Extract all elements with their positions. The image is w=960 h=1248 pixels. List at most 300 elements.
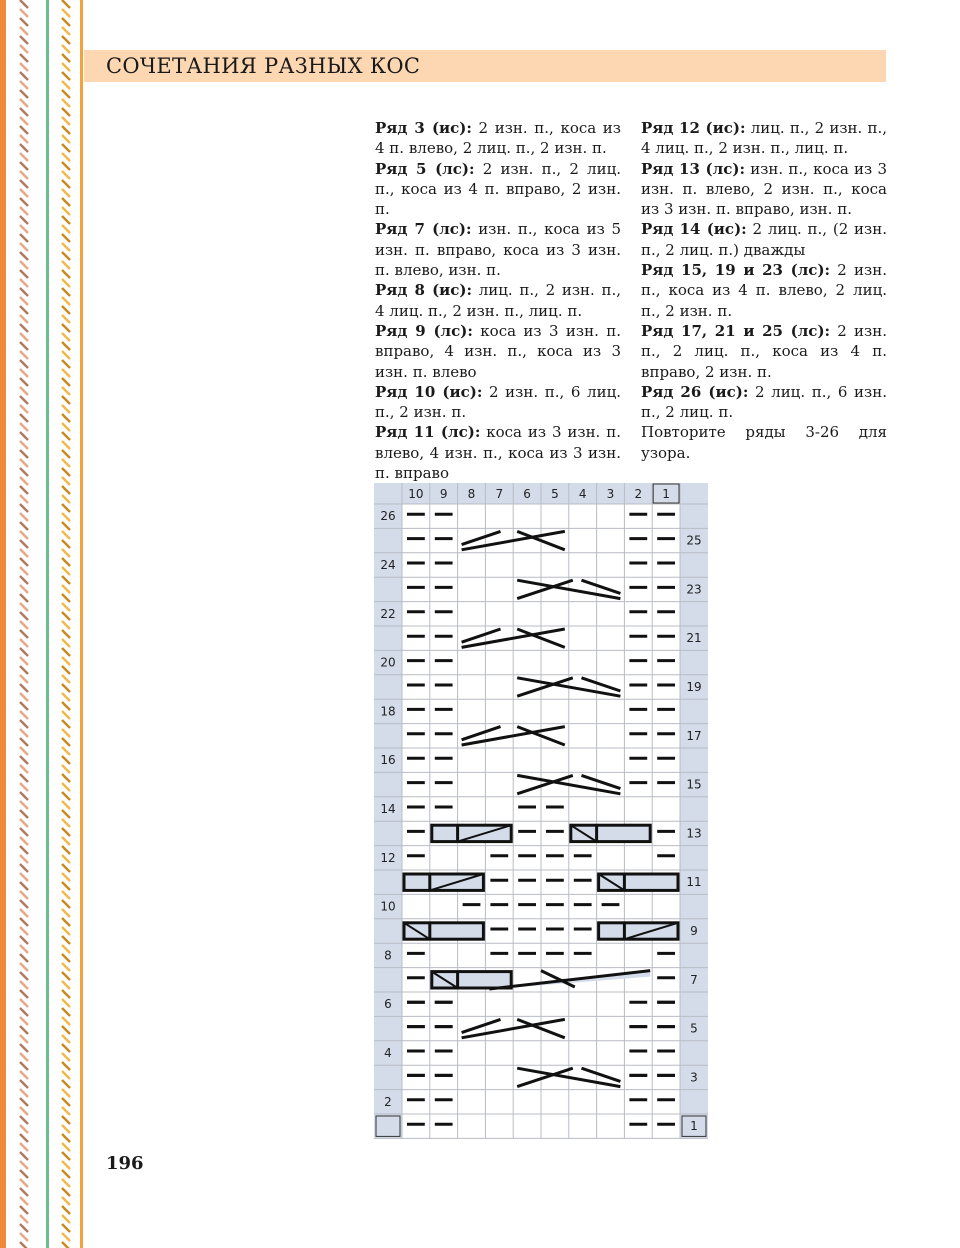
- rope-twist: [20, 126, 28, 134]
- rope-twist: [20, 72, 28, 80]
- rope-twist: [20, 774, 28, 782]
- chart-row-number-left: 24: [380, 558, 396, 572]
- rope-twist: [62, 333, 70, 341]
- rope-twist: [62, 1152, 70, 1160]
- rope-twist: [62, 99, 70, 107]
- rope-twist: [20, 0, 28, 8]
- rope-twist: [20, 81, 28, 89]
- rope-twist: [20, 828, 28, 836]
- rope-twist: [20, 162, 28, 170]
- rope-twist: [62, 657, 70, 665]
- rope-twist: [20, 90, 28, 98]
- rope-twist: [62, 423, 70, 431]
- rope-twist: [62, 441, 70, 449]
- rope-twist: [20, 927, 28, 935]
- rope-twist: [62, 459, 70, 467]
- chart-row-number-right: 3: [690, 1070, 698, 1085]
- rope-twist: [20, 1134, 28, 1142]
- chart-row-number-left: 6: [384, 997, 392, 1012]
- rope-twist: [20, 900, 28, 908]
- rope-twist: [20, 1017, 28, 1025]
- rope-twist: [20, 27, 28, 35]
- rope-twist: [20, 531, 28, 539]
- rope-twist: [62, 936, 70, 944]
- rope-twist: [20, 108, 28, 116]
- rope-twist: [62, 621, 70, 629]
- instruction-rows-17-21-25: Ряд 17, 21 и 25 (лс): 2 изн. п., 2 лиц. п., коса из 4 п. вправо, 2 изн. п.: [641, 321, 887, 381]
- rope-twist: [62, 342, 70, 350]
- rope-twist: [62, 450, 70, 458]
- rope-twist: [62, 837, 70, 845]
- rope-twist: [62, 54, 70, 62]
- rope-twist: [62, 1206, 70, 1214]
- rope-twist: [20, 954, 28, 962]
- rope-twist: [20, 1035, 28, 1043]
- rope-twist: [20, 441, 28, 449]
- rope-twist: [20, 297, 28, 305]
- chart-column-number: 10: [408, 487, 424, 501]
- rope-twist: [20, 801, 28, 809]
- rope-twist: [20, 567, 28, 575]
- rope-twist: [20, 360, 28, 368]
- rope-twist: [20, 1098, 28, 1106]
- rope-twist: [62, 1080, 70, 1088]
- rope-twist: [20, 1188, 28, 1196]
- rope-twist: [20, 936, 28, 944]
- rope-twist: [62, 135, 70, 143]
- rope-twist: [20, 720, 28, 728]
- chart-row-number-right: 11: [686, 875, 702, 890]
- instruction-row-14: Ряд 14 (ис): 2 лиц. п., (2 изн. п., 2 лиц. п.) дважды: [641, 220, 887, 259]
- rope-twist: [20, 1170, 28, 1178]
- chart-column-number: 8: [467, 487, 476, 501]
- rope-twist: [20, 945, 28, 953]
- rope-twist: [62, 63, 70, 71]
- rope-twist: [20, 36, 28, 44]
- rope-twist: [20, 54, 28, 62]
- rope-twist: [20, 513, 28, 521]
- rope-twist: [62, 432, 70, 440]
- rope-twist: [62, 675, 70, 683]
- rope-twist: [62, 1107, 70, 1115]
- instruction-row-26: Ряд 26 (ис): 2 лиц. п., 6 изн. п., 2 лиц. п.: [641, 382, 887, 422]
- rope-twist: [62, 972, 70, 980]
- rope-twist: [62, 603, 70, 611]
- rope-twist: [62, 756, 70, 764]
- rope-twist: [20, 873, 28, 881]
- rope-twist: [62, 819, 70, 827]
- chart-row-number-right: 25: [686, 533, 702, 548]
- rope-twist: [20, 243, 28, 251]
- instruction-row-5: Ряд 5 (лс): 2 изн. п., 2 лиц. п., коса из 4 п. вправо, 2 изн. п.: [375, 159, 621, 219]
- rope-twist: [62, 828, 70, 836]
- rope-twist: [20, 711, 28, 719]
- rope-twist: [20, 891, 28, 899]
- rope-twist: [62, 36, 70, 44]
- rope-twist: [20, 756, 28, 764]
- rope-twist: [62, 153, 70, 161]
- rope-twist: [20, 351, 28, 359]
- chart-row-number-right: 9: [690, 924, 698, 938]
- chart-row-number-right: 19: [686, 680, 702, 694]
- rope-twist: [20, 207, 28, 215]
- rope-twist: [20, 315, 28, 323]
- rope-twist: [20, 918, 28, 926]
- rope-twist: [62, 945, 70, 953]
- rope-twist: [20, 459, 28, 467]
- rope-twist: [20, 1080, 28, 1088]
- rope-twist: [62, 369, 70, 377]
- rope-twist: [62, 216, 70, 224]
- rope-twist: [20, 864, 28, 872]
- rope-twist: [20, 594, 28, 602]
- purl-cable-box: [404, 874, 483, 890]
- rope-twist: [20, 396, 28, 404]
- rope-twist: [20, 819, 28, 827]
- rope-twist: [20, 18, 28, 26]
- rope-twist: [62, 765, 70, 773]
- rope-twist: [62, 1179, 70, 1187]
- rope-twist: [20, 540, 28, 548]
- chart-row-number-left: 4: [384, 1046, 392, 1060]
- rope-twist: [20, 234, 28, 242]
- rope-twist: [20, 630, 28, 638]
- page-number: 196: [106, 1153, 144, 1174]
- rope-twist: [62, 162, 70, 170]
- purl-cable-box: [432, 825, 511, 841]
- rope-twist: [62, 486, 70, 494]
- rope-twist: [62, 171, 70, 179]
- rope-twist: [62, 918, 70, 926]
- rope-twist: [20, 684, 28, 692]
- rope-twist: [20, 702, 28, 710]
- rope-twist: [20, 1008, 28, 1016]
- rope-twist: [20, 306, 28, 314]
- rope-twist: [62, 18, 70, 26]
- rope-twist: [20, 261, 28, 269]
- instruction-row-7: Ряд 7 (лс): изн. п., коса из 5 изн. п. вправо, коса из 3 изн. п. влево, изн. п.: [375, 220, 621, 280]
- rope-twist: [62, 999, 70, 1007]
- purl-cable-box: [599, 923, 678, 939]
- rope-twist: [62, 531, 70, 539]
- chart-row-number-right: 13: [686, 826, 702, 841]
- rope-twist: [20, 1107, 28, 1115]
- rope-twist: [62, 558, 70, 566]
- rope-twist: [62, 864, 70, 872]
- instruction-rows-15-19-23: Ряд 15, 19 и 23 (лс): 2 изн. п., коса из 4 п. влево, 2 лиц. п., 2 изн. п.: [641, 261, 887, 320]
- rope-twist: [62, 639, 70, 647]
- border-orange-line: [80, 0, 83, 1248]
- rope-twist: [62, 594, 70, 602]
- rope-twist: [20, 405, 28, 413]
- rope-twist: [62, 990, 70, 998]
- rope-twist: [20, 639, 28, 647]
- rope-twist: [20, 1062, 28, 1070]
- rope-twist: [20, 63, 28, 71]
- rope-twist: [62, 720, 70, 728]
- rope-twist: [62, 891, 70, 899]
- rope-twist: [62, 45, 70, 53]
- rope-twist: [20, 783, 28, 791]
- rope-twist: [62, 630, 70, 638]
- rope-twist: [20, 1215, 28, 1223]
- rope-twist: [20, 621, 28, 629]
- rope-twist: [62, 567, 70, 575]
- chart-row-number-left: 18: [380, 704, 396, 719]
- rope-twist: [20, 846, 28, 854]
- rope-twist: [20, 189, 28, 197]
- rope-twist: [20, 1179, 28, 1187]
- rope-twist: [62, 576, 70, 584]
- rope-twist: [20, 522, 28, 530]
- rope-twist: [62, 909, 70, 917]
- rope-twist: [20, 657, 28, 665]
- rope-twist: [62, 234, 70, 242]
- rope-twist: [20, 198, 28, 206]
- rope-twist: [20, 450, 28, 458]
- rope-twist: [62, 270, 70, 278]
- rope-twist: [20, 1071, 28, 1079]
- rope-twist: [20, 1242, 28, 1248]
- rope-twist: [20, 612, 28, 620]
- rope-twist: [62, 504, 70, 512]
- rope-twist: [62, 351, 70, 359]
- rope-twist: [20, 549, 28, 557]
- rope-twist: [20, 909, 28, 917]
- rope-twist: [20, 603, 28, 611]
- chart-row-number-right: 15: [686, 777, 702, 792]
- rope-twist: [20, 792, 28, 800]
- chart-row-number-right: 1: [690, 1119, 698, 1134]
- rope-twist: [20, 369, 28, 377]
- rope-twist: [62, 468, 70, 476]
- rope-twist: [20, 1125, 28, 1133]
- rope-twist: [62, 810, 70, 818]
- rope-twist: [62, 1035, 70, 1043]
- rope-twist: [20, 810, 28, 818]
- rope-twist: [62, 774, 70, 782]
- rope-twist: [62, 1134, 70, 1142]
- rope-twist: [62, 801, 70, 809]
- rope-twist: [20, 432, 28, 440]
- chart-corner-marker: [376, 1116, 400, 1136]
- chart-column-number: 2: [634, 487, 643, 501]
- rope-twist: [62, 306, 70, 314]
- rope-twist: [62, 702, 70, 710]
- chart-row-number-left: 10: [380, 899, 396, 914]
- instructions-right-column: [641, 118, 887, 463]
- rope-twist: [20, 558, 28, 566]
- rope-twist: [20, 1143, 28, 1151]
- rope-twists: [20, 0, 70, 1248]
- rope-twist: [62, 279, 70, 287]
- rope-twist: [62, 1215, 70, 1223]
- rope-twist: [20, 585, 28, 593]
- rope-twist: [62, 81, 70, 89]
- chart-column-number: 5: [551, 487, 559, 501]
- rope-twist: [20, 990, 28, 998]
- rope-twist: [62, 540, 70, 548]
- chart-column-number: 1: [662, 487, 670, 501]
- rope-twist: [62, 315, 70, 323]
- rope-twist: [62, 585, 70, 593]
- rope-twist: [62, 108, 70, 116]
- rope-twist: [62, 297, 70, 305]
- chart-column-number: 4: [578, 487, 587, 501]
- rope-twist: [20, 45, 28, 53]
- rope-twist: [62, 882, 70, 890]
- rope-twist: [62, 1224, 70, 1232]
- rope-twist: [62, 873, 70, 881]
- rope-twist: [62, 225, 70, 233]
- decorative-border: [0, 0, 84, 1248]
- rope-twist: [20, 747, 28, 755]
- rope-twist: [62, 477, 70, 485]
- instruction-repeat-note: Повторите ряды 3-26 для узора.: [641, 423, 887, 462]
- rope-twist: [62, 1098, 70, 1106]
- rope-twist: [62, 1188, 70, 1196]
- rope-twist: [20, 414, 28, 422]
- rope-twist: [20, 972, 28, 980]
- chart-column-number: 3: [606, 487, 615, 501]
- rope-twist: [62, 72, 70, 80]
- rope-twist: [20, 378, 28, 386]
- chart-column-number: 6: [523, 487, 531, 501]
- rope-twist: [20, 486, 28, 494]
- rope-twist: [20, 1152, 28, 1160]
- rope-twist: [20, 1044, 28, 1052]
- rope-twist: [20, 1053, 28, 1061]
- rope-twist: [62, 243, 70, 251]
- rope-twist: [62, 711, 70, 719]
- rope-twist: [20, 1161, 28, 1169]
- chart-row-number-right: 21: [686, 631, 702, 646]
- rope-twist: [20, 423, 28, 431]
- rope-twist: [20, 1206, 28, 1214]
- chart-column-number: 7: [495, 487, 504, 501]
- rope-twist: [62, 90, 70, 98]
- instruction-row-12: Ряд 12 (ис): лиц. п., 2 изн. п., 4 лиц. п., 2 изн. п., лиц. п.: [641, 119, 887, 158]
- rope-twist: [20, 135, 28, 143]
- rope-twist: [20, 117, 28, 125]
- rope-twist: [62, 1017, 70, 1025]
- rope-twist: [62, 1062, 70, 1070]
- rope-twist: [20, 693, 28, 701]
- chart-row-number-left: 14: [380, 802, 396, 816]
- rope-twist: [62, 189, 70, 197]
- rope-twist: [62, 252, 70, 260]
- rope-twist: [20, 99, 28, 107]
- rope-twist: [62, 1044, 70, 1052]
- rope-twist: [62, 324, 70, 332]
- rope-twist: [62, 738, 70, 746]
- rope-twist: [62, 144, 70, 152]
- rope-twist: [20, 1089, 28, 1097]
- rope-twist: [62, 180, 70, 188]
- rope-twist: [62, 396, 70, 404]
- rope-twist: [20, 468, 28, 476]
- rope-twist: [20, 855, 28, 863]
- border-orange-bar: [0, 0, 6, 1248]
- chart-row-number-left: 2: [384, 1094, 392, 1109]
- chart-row-number-right: 23: [686, 582, 702, 597]
- instruction-row-10: Ряд 10 (ис): 2 изн. п., 6 лиц. п., 2 изн. п.: [375, 382, 621, 422]
- rope-twist: [62, 1170, 70, 1178]
- chart-row-number-left: 8: [384, 948, 392, 963]
- chart-row-number-left: 16: [380, 753, 396, 768]
- rope-twist: [62, 405, 70, 413]
- rope-twist: [62, 1242, 70, 1248]
- rope-twist: [62, 783, 70, 791]
- rope-twist: [62, 1071, 70, 1079]
- rope-twist: [20, 1116, 28, 1124]
- rope-twist: [20, 279, 28, 287]
- rope-twist: [20, 288, 28, 296]
- instruction-row-13: Ряд 13 (лс): изн. п., коса из 3 изн. п. влево, 2 изн. п., коса из 3 изн. п. вправо, изн. п.: [641, 159, 887, 219]
- rope-twist: [62, 387, 70, 395]
- rope-twist: [20, 1026, 28, 1034]
- rope-twist: [62, 1008, 70, 1016]
- rope-twist: [20, 171, 28, 179]
- border-green-line: [46, 0, 49, 1248]
- rope-twist: [62, 1143, 70, 1151]
- rope-twist: [20, 252, 28, 260]
- rope-twist: [62, 981, 70, 989]
- rope-twist: [20, 153, 28, 161]
- rope-twist: [20, 495, 28, 503]
- rope-twist: [62, 27, 70, 35]
- rope-twist: [20, 963, 28, 971]
- rope-twist: [20, 1233, 28, 1241]
- rope-twist: [62, 261, 70, 269]
- rope-twist: [20, 387, 28, 395]
- rope-twist: [62, 513, 70, 521]
- rope-twist: [62, 126, 70, 134]
- rope-twist: [62, 792, 70, 800]
- rope-twist: [20, 675, 28, 683]
- rope-twist: [62, 1197, 70, 1205]
- rope-twist: [62, 648, 70, 656]
- section-title: СОЧЕТАНИЯ РАЗНЫХ КОС: [106, 54, 421, 78]
- rope-twist: [62, 117, 70, 125]
- rope-twist: [62, 1116, 70, 1124]
- rope-twist: [20, 342, 28, 350]
- rope-twist: [20, 477, 28, 485]
- rope-twist: [62, 1026, 70, 1034]
- knitting-chart: [374, 483, 708, 1139]
- rope-twist: [20, 504, 28, 512]
- chart-row-number-left: 12: [380, 850, 396, 865]
- rope-twist: [20, 270, 28, 278]
- rope-twist: [20, 216, 28, 224]
- rope-twist: [62, 9, 70, 17]
- rope-twist: [20, 882, 28, 890]
- rope-twist: [62, 1125, 70, 1133]
- rope-twist: [20, 1224, 28, 1232]
- rope-twist: [62, 855, 70, 863]
- rope-twist: [62, 207, 70, 215]
- rope-twist: [62, 612, 70, 620]
- rope-twist: [62, 684, 70, 692]
- rope-twist: [62, 198, 70, 206]
- rope-twist: [62, 378, 70, 386]
- rope-twist: [62, 693, 70, 701]
- rope-twist: [62, 495, 70, 503]
- rope-twist: [62, 846, 70, 854]
- rope-twist: [20, 765, 28, 773]
- rope-twist: [20, 9, 28, 17]
- rope-twist: [20, 666, 28, 674]
